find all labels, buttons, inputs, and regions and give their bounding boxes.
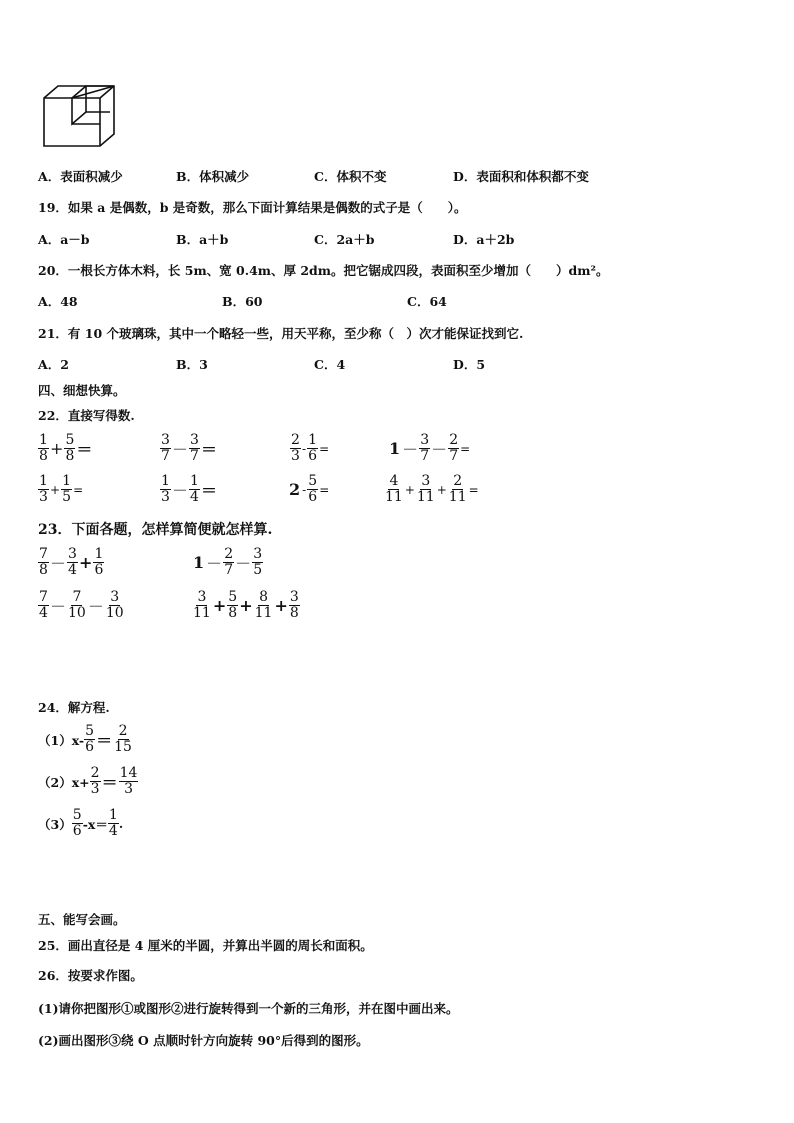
q22-expr-b: $\frac{3}{7}$ － $\frac{3}{7}$ ＝ (161, 432, 218, 464)
q18-option-b: B．体积减少 (176, 169, 250, 184)
q21-option-b: B．3 (176, 357, 208, 372)
section-four-heading: 四、细想快算。 (38, 383, 126, 398)
section-five-heading: 五、能写会画。 (38, 912, 126, 927)
q24-equation-2: （2）x+ $\frac{2}{3}$ ＝ $\frac{14}{3}$ (38, 765, 138, 797)
q24-text: 24．解方程. (38, 700, 110, 715)
q24-equation-3: （3） $\frac{5}{6}$ -x＝ $\frac{1}{4}$ . (38, 807, 124, 839)
q23-expr-d: $\frac{3}{11}$ + $\frac{5}{8}$ + $\frac{8}{11}$ + $\frac{3}{8}$ (193, 589, 299, 621)
q26-part-2: (2)画出图形③绕 O 点顺时针方向旋转 90°后得到的图形。 (38, 1033, 369, 1048)
q21-option-c: C．4 (314, 357, 346, 372)
q21-text: 21．有 10 个玻璃珠，其中一个略轻一些，用天平称，至少称（ ）次才能保证找到它. (38, 326, 524, 341)
q18-option-c: C．体积不变 (314, 169, 387, 184)
q26-text: 26．按要求作图。 (38, 968, 143, 983)
q22-expr-d: 1 － $\frac{3}{7}$ － $\frac{2}{7}$ = (389, 432, 471, 464)
q18-option-d: D．表面积和体积都不变 (453, 169, 589, 184)
q19-option-d: D．a＋2b (453, 232, 515, 247)
q22-expr-e: $\frac{1}{3}$ + $\frac{1}{5}$ = (39, 473, 84, 505)
q19-text: 19．如果 a 是偶数，b 是奇数，那么下面计算结果是偶数的式子是（ ）。 (38, 200, 467, 215)
q22-expr-h: $\frac{4}{11}$ + $\frac{3}{11}$ + $\frac{2}{11}$ = (385, 473, 479, 505)
q25-text: 25．画出直径是 4 厘米的半圆，并算出半圆的周长和面积。 (38, 938, 373, 953)
q20-option-a: A．48 (38, 294, 78, 309)
q26-part-1: (1)请你把图形①或图形②进行旋转得到一个新的三角形，并在图中画出来。 (38, 1001, 459, 1016)
q18-option-a: A．表面积减少 (38, 169, 123, 184)
q22-text: 22．直接写得数. (38, 408, 135, 423)
q23-expr-c: $\frac{7}{4}$ － $\frac{7}{10}$ － $\frac{3}{10}$ (39, 589, 124, 621)
q22-expr-a: $\frac{1}{8}$ + $\frac{5}{8}$ ＝ (39, 432, 93, 464)
q19-option-a: A．a－b (38, 232, 90, 247)
q22-expr-f: $\frac{1}{3}$ － $\frac{1}{4}$ ＝ (161, 473, 218, 505)
q21-option-d: D．5 (453, 357, 486, 372)
q21-option-a: A．2 (38, 357, 69, 372)
q23-text: 23．下面各题，怎样算简便就怎样算. (38, 522, 273, 538)
q19-option-c: C．2a＋b (314, 232, 375, 247)
q20-option-b: B．60 (222, 294, 263, 309)
q23-expr-a: $\frac{7}{8}$ － $\frac{3}{4}$ + $\frac{1}{6}$ (39, 546, 104, 578)
q22-expr-c: $\frac{2}{3}$ - $\frac{1}{6}$ = (291, 432, 330, 464)
q20-text: 20．一根长方体木料，长 5m、宽 0.4m、厚 2dm。把它锯成四段，表面积至少增加（ ）dm²。 (38, 263, 609, 278)
q19-option-b: B．a＋b (176, 232, 229, 247)
q24-equation-1: （1）x- $\frac{5}{6}$ ＝ $\frac{2}{15}$ (38, 723, 132, 755)
cube-with-notch-figure (40, 84, 120, 150)
q20-option-c: C．64 (407, 294, 447, 309)
q22-expr-g: 2 - $\frac{5}{6}$ = (289, 473, 330, 505)
q23-expr-b: 1 － $\frac{2}{7}$ － $\frac{3}{5}$ (193, 546, 263, 578)
